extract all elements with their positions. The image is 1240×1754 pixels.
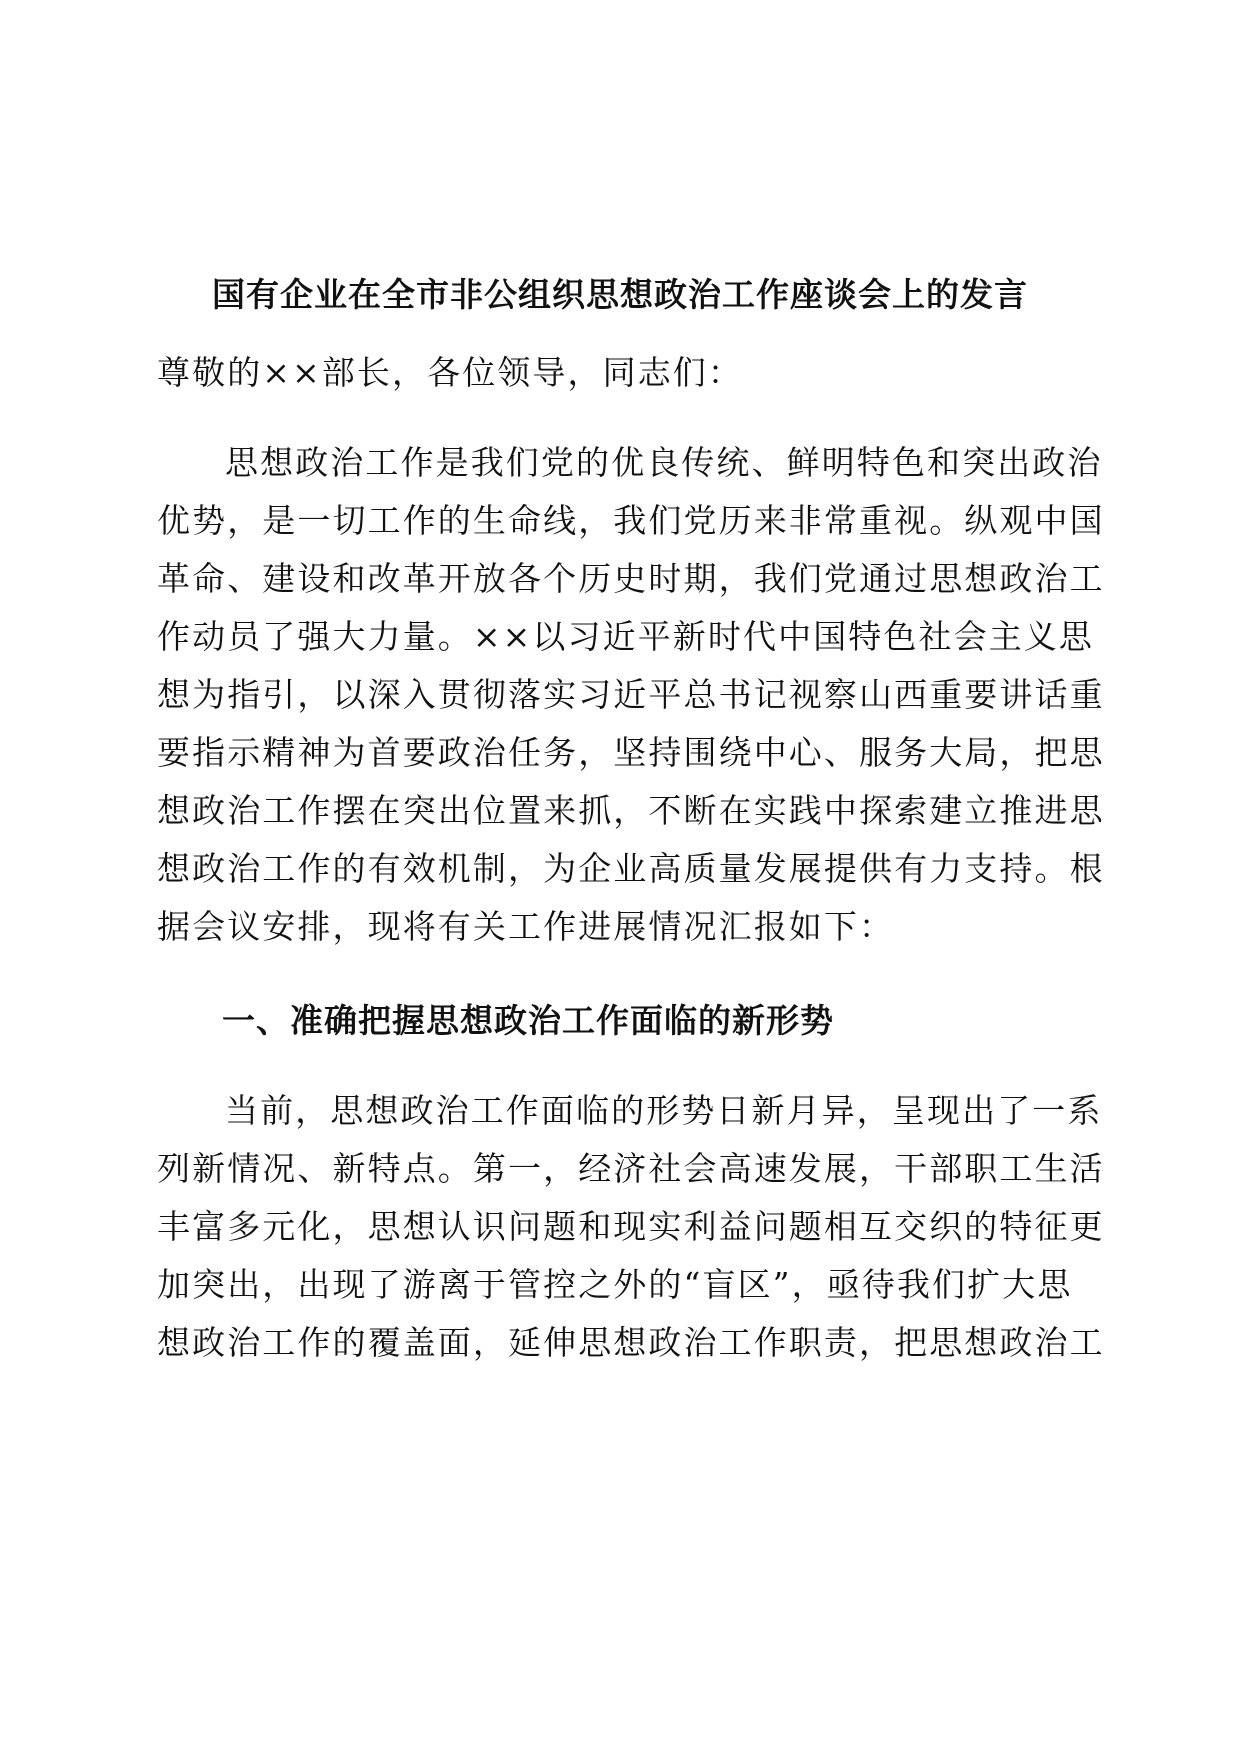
paragraph-1-line-8: 想政治工作的有效机制，为企业高质量发展提供有力支持。根 bbox=[157, 849, 1105, 888]
paragraph-1-line-7: 想政治工作摆在突出位置来抓，不断在实践中探索建立推进思 bbox=[157, 791, 1105, 830]
paragraph-2-line-3: 丰富多元化，思想认识问题和现实利益问题相互交织的特征更 bbox=[157, 1207, 1105, 1246]
paragraph-1-line-2: 优势，是一切工作的生命线，我们党历来非常重视。纵观中国 bbox=[157, 501, 1105, 540]
paragraph-2-line-5: 想政治工作的覆盖面，延伸思想政治工作职责，把思想政治工 bbox=[157, 1323, 1105, 1362]
paragraph-1-line-4: 作动员了强大力量。××以习近平新时代中国特色社会主义思 bbox=[157, 617, 1095, 656]
paragraph-2-line-4: 加突出，出现了游离于管控之外的“盲区”，亟待我们扩大思 bbox=[157, 1265, 1073, 1304]
paragraph-1-line-5: 想为指引，以深入贯彻落实习近平总书记视察山西重要讲话重 bbox=[157, 675, 1105, 714]
paragraph-2-line-2: 列新情况、新特点。第一，经济社会高速发展，干部职工生活 bbox=[157, 1149, 1105, 1188]
salutation: 尊敬的××部长，各位领导，同志们： bbox=[157, 353, 744, 392]
document-title: 国有企业在全市非公组织思想政治工作座谈会上的发言 bbox=[212, 275, 1028, 314]
paragraph-2-line-1: 当前，思想政治工作面临的形势日新月异，呈现出了一系 bbox=[225, 1091, 1103, 1130]
section-1-heading: 一、准确把握思想政治工作面临的新形势 bbox=[222, 1001, 834, 1040]
paragraph-1-line-3: 革命、建设和改革开放各个历史时期，我们党通过思想政治工 bbox=[157, 559, 1105, 598]
paragraph-1-line-9: 据会议安排，现将有关工作进展情况汇报如下： bbox=[157, 907, 895, 946]
paragraph-1-line-6: 要指示精神为首要政治任务，坚持围绕中心、服务大局，把思 bbox=[157, 733, 1105, 772]
paragraph-1-line-1: 思想政治工作是我们党的优良传统、鲜明特色和突出政治 bbox=[225, 443, 1103, 482]
